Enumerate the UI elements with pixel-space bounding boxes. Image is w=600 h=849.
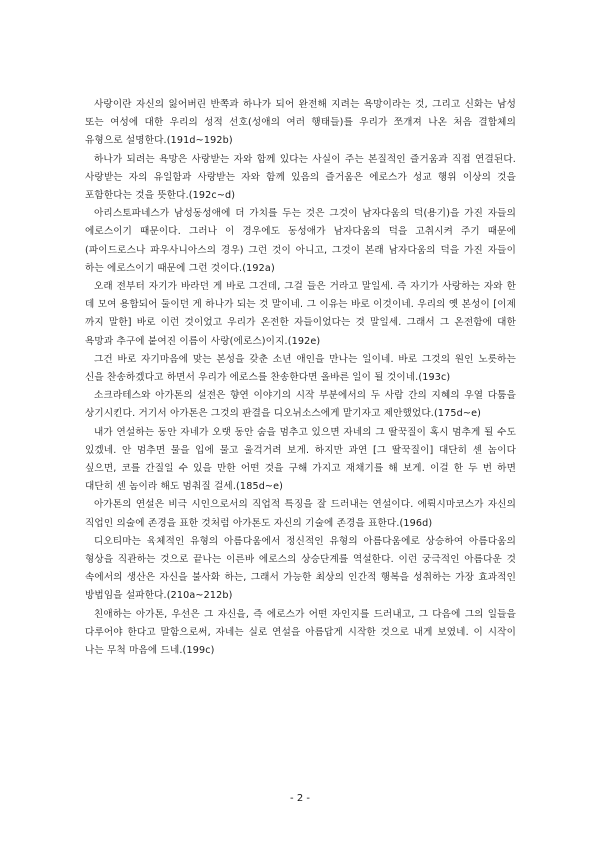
paragraph-9: 디오티마는 육체적인 유형의 아름다움에서 정신적인 유형의 아름다움에로 상승하여 아름다움의 형상을 직관하는 것으로 끝나는 이른바 에로스의 상승단계를 역설한다. 이런 궁극적인 아름다운 것 속에서의 생산은 자신을 불사화 하는, 그래서 가능한 최상의 인간적 행복을 성취하는 가장 효과적인 방법임을 설파한다.(210a~212b) <box>85 535 516 602</box>
paragraph-2: 하나가 되려는 욕망은 사랑받는 자와 함께 있다는 사실이 주는 본질적인 즐거움과 직접 연결된다. 사랑받는 자의 유일함과 사랑받는 자와 함께 있음의 즐거움은 에로스가 성교 행위 이상의 것을 포함한다는 것을 뜻한다.(192c~d) <box>85 153 516 202</box>
paragraph-7: 내가 연설하는 동안 자네가 오랫 동안 숨을 멈추고 있으면 자네의 그 딸꾹질이 혹시 멈추게 될 수도 있겠네. 안 멈추면 물을 입에 물고 울걱거려 보게. 하지만 과연 [그 딸꾹질이] 대단히 센 놈이다 싶으면, 코를 간질일 수 있을 만한 어떤 것을 구해 가지고 재채기를 해 보게. 이걸 한 두 번 하면 대단히 센 놈이라 해도 멈춰질 걸세.(185d~e) <box>85 426 516 493</box>
body-text <box>85 96 516 660</box>
paragraph-10: 친애하는 아가톤, 우선은 그 자신을, 즉 에로스가 어떤 자인지를 드러내고, 그 다음에 그의 일들을 다루어야 한다고 말함으로써, 자네는 실로 연설을 아름답게 시작한 것으로 내게 보였네. 이 시작이 나는 무척 마음에 드네.(199c) <box>85 608 516 657</box>
paragraph-5: 그건 바로 자기마음에 맞는 본성을 갖춘 소년 애인을 만나는 일이네. 바로 그것의 원인 노릇하는 신을 찬송하겠다고 하면서 우리가 에로스를 찬송한다면 올바른 일이 될 것이네.(193c) <box>85 353 516 384</box>
paragraph-8: 아가톤의 연설은 비극 시인으로서의 직업적 특징을 잘 드러내는 연설이다. 에뤽시마코스가 자신의 직업인 의술에 존경을 표한 것처럼 아가톤도 자신의 기술에 존경을 표한다.(196d) <box>85 499 516 529</box>
paragraph-4: 오래 전부터 자기가 바라던 게 바로 그건데, 그걸 들은 거라고 말일세. 즉 자기가 사랑하는 자와 한 데 모여 용합되어 둘이던 게 하나가 되는 것 말이네. 그 이유는 바로 이것이네. 우리의 옛 본성이 [이제 까지 말한] 바로 이런 것이었고 우리가 온전한 자들이었다는 것 말일세. 그래서 그 온전함에 대한 욕망과 추구에 붙여진 이름이 사랑(에로스)이지.(192e) <box>85 281 516 347</box>
paragraph-3: 아리스토파네스가 남성동성애에 더 가치를 두는 것은 그것이 남자다움의 덕(용기)을 가진 자들의 에로스이기 때문이다. 그러나 이 경우에도 동성애가 남자다움의 덕을 고취시켜 주기 때문에(파이드로스나 파우사니아스의 경우) 그런 것이 아니고, 그것이 본래 남자다움의 덕을 가진 자들이 하는 에로스이기 때문에 그런 것이다.(192a) <box>85 208 516 274</box>
page-number: - 2 - <box>290 793 310 804</box>
paragraph-6: 소크라테스와 아가톤의 설전은 향연 이야기의 시작 부분에서의 두 사람 간의 지혜의 우열 다툼을 상기시킨다. 거기서 아가톤은 그것의 판결을 디오뉘소스에게 맡기자고 제안했었다.(175d~e) <box>85 390 516 420</box>
paragraph-1: 사랑이란 자신의 잃어버린 반쪽과 하나가 되어 완전해 지려는 욕망이라는 것, 그리고 신화는 남성 또는 여성에 대한 우리의 성적 선호(성애의 여러 행태들)를 우리가 쪼개져 나온 처음 결합체의 유형으로 설명한다.(191d~192b) <box>85 99 516 147</box>
